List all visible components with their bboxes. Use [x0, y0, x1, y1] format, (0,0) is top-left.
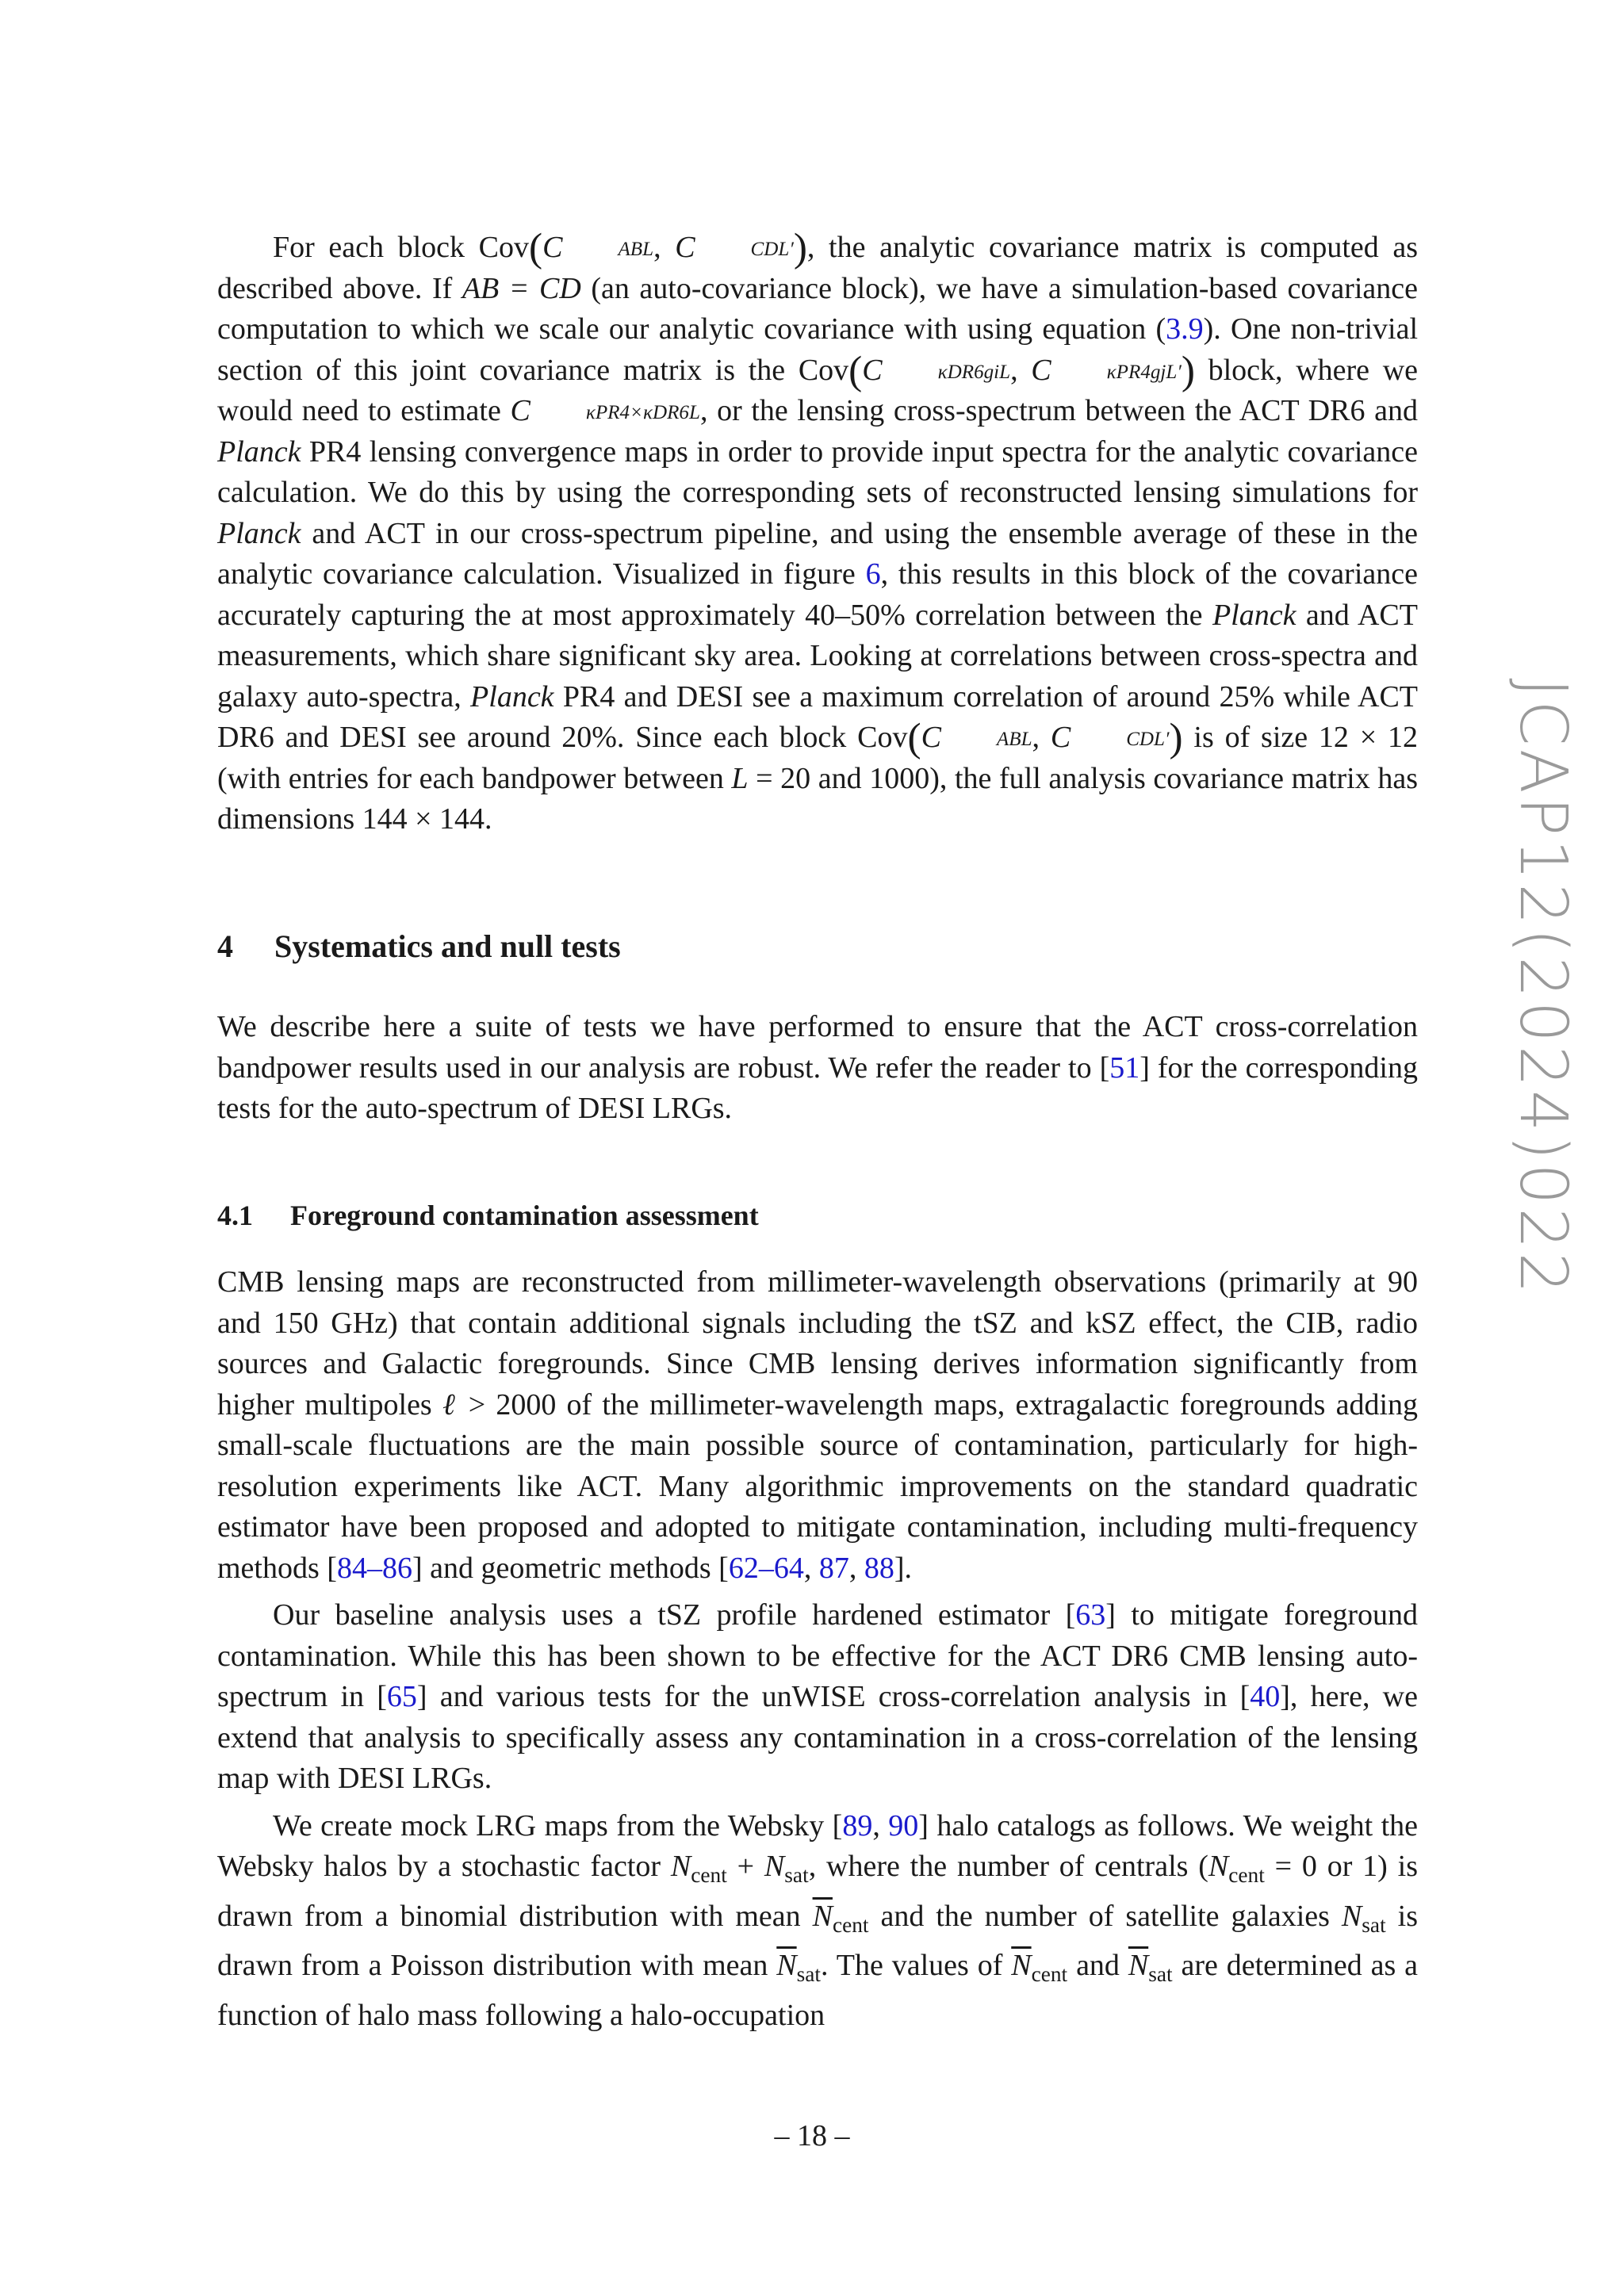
- citation-link[interactable]: 89: [842, 1808, 873, 1843]
- foreground-paragraphs: [217, 1262, 1418, 2037]
- journal-stamp: [1504, 610, 1580, 1364]
- math-paren: (: [529, 225, 543, 271]
- citation-link[interactable]: 87: [818, 1551, 849, 1585]
- citation-link[interactable]: 65: [386, 1680, 417, 1713]
- citation-link[interactable]: 63: [1075, 1598, 1106, 1632]
- math-subsup: CDL′: [750, 239, 794, 260]
- math-subsup: κPR4gjL′: [1106, 361, 1182, 383]
- subsection-heading: [217, 1199, 759, 1232]
- section-number: 4: [217, 928, 233, 964]
- citation-link[interactable]: 84–86: [336, 1551, 412, 1585]
- math-subsup: CDL′: [1126, 729, 1170, 751]
- math-subsup: ABL: [996, 729, 1032, 751]
- math-symbol: C: [675, 231, 695, 264]
- citation-link[interactable]: 40: [1250, 1680, 1281, 1713]
- math-subsup: κDR6giL: [937, 361, 1011, 383]
- math-subsup: κPR4×κDR6L: [585, 402, 700, 424]
- page-number: – 18 –: [774, 2119, 850, 2152]
- section-title: Systematics and null tests: [274, 928, 621, 964]
- section-intro-paragraph: We describe here a suite of tests we have performed to ensure that the ACT cross-correlation bandpower results used in our analysis are robust. We refer the reader to [51] for the corresponding tests for the auto-spectrum of DESI LRGs.: [217, 1010, 1418, 1125]
- math-paren: ): [793, 225, 807, 271]
- equation-reference-link[interactable]: 3.9: [1166, 312, 1204, 346]
- journal-stamp-text: JCAP12(2024)022: [1504, 677, 1580, 1297]
- paragraph-text: Our baseline analysis uses a tSZ profile hardened estimator [63] to mitigate foreground contamination. While this has been shown to be effective for the ACT DR6 CMB lensing auto-spectrum in [65] and various tests for the unWISE cross-correlation analysis in [40], here, we extend that analysis to specifically assess any contamination in a cross-correlation of the lensing map with DESI LRGs.: [217, 1598, 1419, 1795]
- paragraph-text: CMB lensing maps are reconstructed from millimeter-wavelength observations (primarily at 90 and 150 GHz) that contain additional signals including the tSZ and kSZ effect, the CIB, radio sources and Galactic foregrounds. Since CMB lensing derives information significantly from higher multipoles ℓ > 2000 of the millimeter-wavelength maps, extragalactic foregrounds adding small-scale fluctuations are the main possible source of contamination, particularly for high-resolution experiments like ACT. Many algorithmic improvements on the standard quadratic estimator have been proposed and adopted to mitigate contamination, including multi-frequency methods [84–86] and geometric methods [62–64, 87, 88].: [217, 1265, 1419, 1585]
- subsection-title: Foreground contamination assessment: [290, 1200, 759, 1231]
- math-inline: AB = CD: [462, 271, 581, 305]
- citation-link[interactable]: 51: [1109, 1050, 1140, 1085]
- section-heading: [217, 928, 621, 965]
- covariance-paragraph: [217, 225, 1419, 840]
- subsection-number: 4.1: [217, 1200, 253, 1231]
- citation-link[interactable]: 62–64: [728, 1551, 804, 1585]
- paragraph-text: We create mock LRG maps from the Websky [89, 90] halo catalogs as follows. We weight the Websky halos by a stochastic factor $N_{cent} + N_{sat}$, where the number of centrals ($N_{cent} = 0$ or 1) is drawn from a binomial distribution with mean $\overline{N}_{cent}$ and the number of satellite galaxies $N_{sat}$ is drawn from a Poisson distribution with mean $\overline{N}_{sat}$. The values of $\overline{N}_{cent}$ and $\overline{N}_{sat}$ are determined as a function of halo mass following a halo-occupation: [217, 1808, 1418, 2033]
- paragraph-text: For each block Cov(C ABL, C CDL′), the analytic covariance matrix is computed as described above. If AB = CD (an auto-covariance block), we have a simulation-based covariance computation to which we scale our analytic covariance with using equation (3.9). One non-trivial section of this joint covariance matrix is the Cov(C κDR6giL, C κPR4gjL′) block, where we would need to estimate C κPR4×κDR6L, or the lensing cross-spectrum between the ACT DR6 and Planck PR4 lensing convergence maps in order to provide input spectra for the analytic covariance calculation. We do this by using the corresponding sets of reconstructed lensing simulations for Planck and ACT in our cross-spectrum pipeline, and using the ensemble average of these in the analytic covariance calculation. Visualized in figure 6, this results in this block of the covariance accurately capturing the at most approximately 40–50% correlation between the Planck and ACT measurements, which share significant sky area. Looking at correlations between cross-spectra and galaxy auto-spectra, Planck PR4 and DESI see a maximum correlation of around 25% while ACT DR6 and DESI see around 20%. Since each block Cov(C ABL, C CDL′) is of size 12 × 12 (with entries for each bandpower between L = 20 and 1000), the full analysis covariance matrix has dimensions 144 × 144.: [217, 225, 1419, 836]
- citation-link[interactable]: 90: [888, 1808, 919, 1843]
- math-symbol: C: [542, 231, 563, 264]
- math-subsup: ABL: [618, 239, 654, 260]
- text-run: For each block Cov: [273, 231, 530, 264]
- figure-reference-link[interactable]: 6: [865, 557, 881, 591]
- citation-link[interactable]: 88: [864, 1551, 894, 1585]
